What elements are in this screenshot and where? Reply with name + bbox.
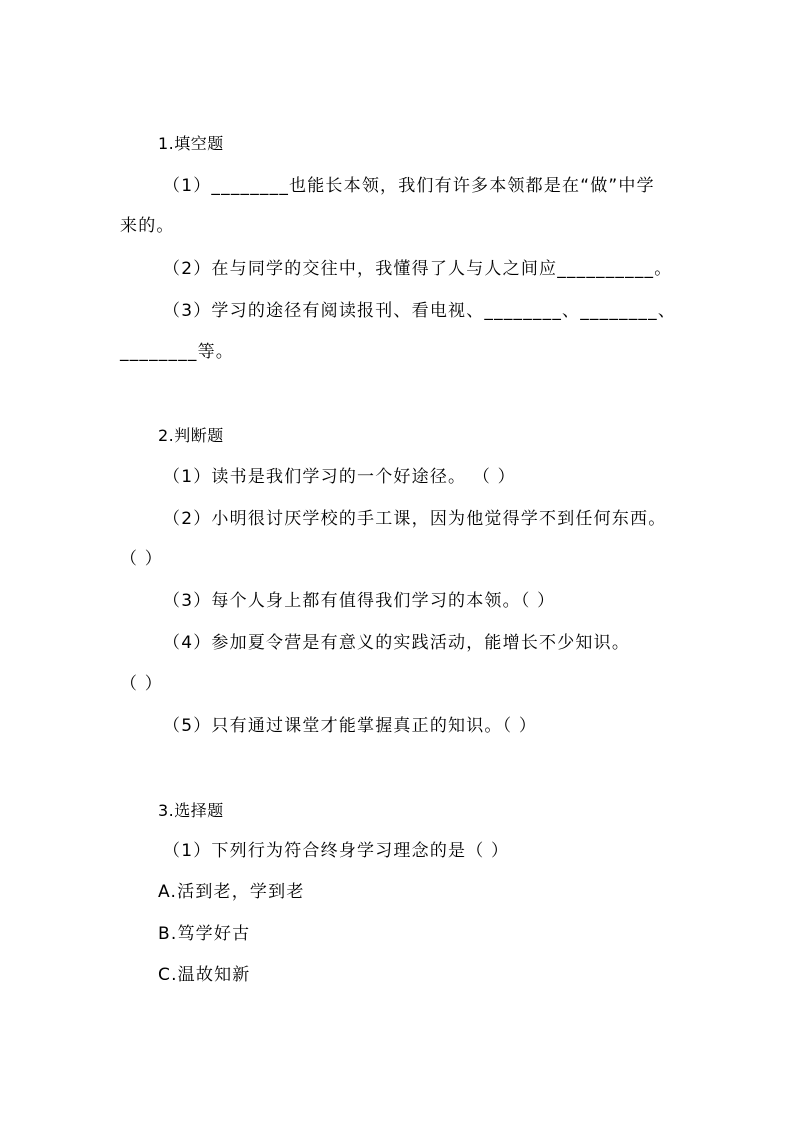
question-line: （1）读书是我们学习的一个好途径。 （ ）	[163, 467, 516, 487]
question-line: （5）只有通过课堂才能掌握真正的知识。（ ）	[163, 716, 538, 736]
section-heading-multiple-choice: 3.选择题	[158, 801, 224, 820]
choice-option-b: B.笃学好古	[158, 924, 251, 944]
question-line: （ ）	[120, 674, 164, 694]
question-line: ________等。	[120, 342, 234, 362]
question-line: （2）在与同学的交往中，我懂得了人与人之间应__________。	[163, 259, 673, 279]
choice-option-c: C.温故知新	[158, 965, 251, 985]
question-line: （3）每个人身上都有值得我们学习的本领。（ ）	[163, 591, 556, 611]
question-line: （3）学习的途径有阅读报刊、看电视、________、________、	[163, 301, 677, 321]
section-heading-true-false: 2.判断题	[158, 426, 224, 445]
question-line: （ ）	[120, 549, 164, 569]
question-line: （4）参加夏令营是有意义的实践活动，能增长不少知识。	[163, 633, 631, 653]
question-line: （1）________也能长本领，我们有许多本领都是在“做”中学	[163, 176, 655, 196]
question-line: （1）下列行为符合终身学习理念的是（ ）	[163, 841, 510, 861]
section-heading-fill-in: 1.填空题	[158, 134, 224, 153]
question-line: （2）小明很讨厌学校的手工课，因为他觉得学不到任何东西。	[163, 509, 667, 529]
question-line: 来的。	[120, 216, 175, 236]
choice-option-a: A.活到老，学到老	[158, 882, 305, 902]
